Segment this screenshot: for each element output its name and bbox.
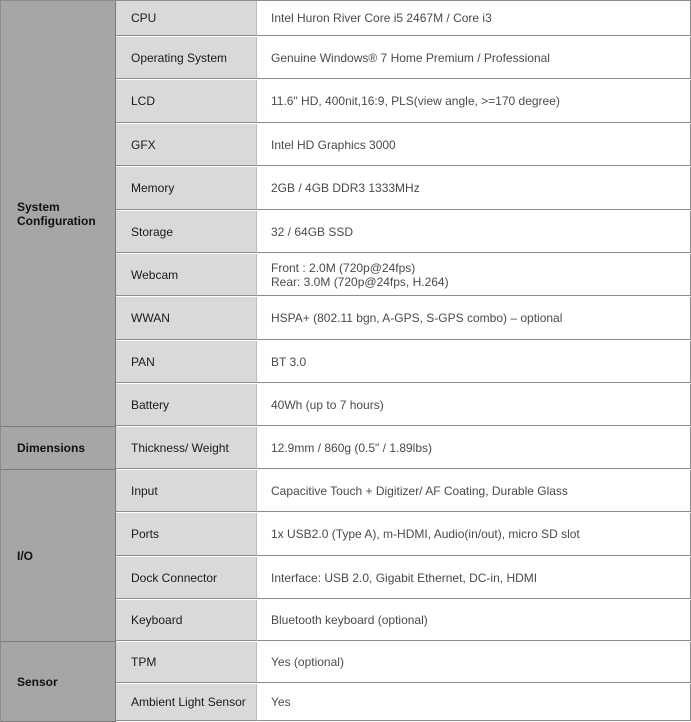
- spec-label: TPM: [116, 642, 257, 683]
- spec-value: Yes: [257, 684, 691, 721]
- spec-label: CPU: [116, 1, 257, 36]
- category-label: System Configuration: [17, 199, 96, 228]
- spec-value: 32 / 64GB SSD: [257, 211, 691, 253]
- spec-label: Operating System: [116, 37, 257, 79]
- spec-row-webcam: [116, 254, 691, 297]
- spec-label: LCD: [116, 80, 257, 123]
- category-system-configuration: [1, 1, 116, 427]
- category-label: I/O: [17, 548, 34, 563]
- spec-row-lcd: [116, 80, 691, 124]
- spec-row-operating-system: [116, 37, 691, 80]
- spec-value: Yes (optional): [257, 642, 691, 683]
- spec-label: WWAN: [116, 297, 257, 340]
- spec-row-battery: [116, 384, 691, 427]
- spec-value: Bluetooth keyboard (optional): [257, 600, 691, 641]
- spec-label: Memory: [116, 167, 257, 210]
- spec-row-wwan: [116, 297, 691, 341]
- spec-value: HSPA+ (802.11 bgn, A-GPS, S-GPS combo) – optional: [257, 297, 691, 340]
- spec-label: Dock Connector: [116, 557, 257, 599]
- category-label: Sensor: [17, 674, 58, 689]
- spec-label: Battery: [116, 384, 257, 426]
- spec-value: Genuine Windows® 7 Home Premium / Professional: [257, 37, 691, 79]
- category-column: [1, 1, 116, 722]
- spec-row-pan: [116, 341, 691, 384]
- spec-value: 2GB / 4GB DDR3 1333MHz: [257, 167, 691, 210]
- spec-label: Thickness/ Weight: [116, 427, 257, 469]
- spec-value: Capacitive Touch + Digitizer/ AF Coating, Durable Glass: [257, 470, 691, 512]
- spec-label: Input: [116, 470, 257, 512]
- spec-row-cpu: [116, 1, 691, 37]
- spec-value: Interface: USB 2.0, Gigabit Ethernet, DC-in, HDMI: [257, 557, 691, 599]
- spec-row-ambient-light-sensor: [116, 684, 691, 722]
- spec-value: BT 3.0: [257, 341, 691, 383]
- category-io: [1, 470, 116, 642]
- spec-row-gfx: [116, 124, 691, 167]
- spec-row-tpm: [116, 642, 691, 684]
- spec-value: 11.6" HD, 400nit,16:9, PLS(view angle, >=170 degree): [257, 80, 691, 123]
- spec-value: Front : 2.0M (720p@24fps) Rear: 3.0M (720p@24fps, H.264): [257, 254, 691, 296]
- spec-value: Intel HD Graphics 3000: [257, 124, 691, 166]
- spec-row-memory: [116, 167, 691, 211]
- spec-row-input: [116, 470, 691, 513]
- spec-label: GFX: [116, 124, 257, 166]
- spec-value: 12.9mm / 860g (0.5" / 1.89lbs): [257, 427, 691, 469]
- spec-row-thickness-weight: [116, 427, 691, 470]
- spec-row-keyboard: [116, 600, 691, 642]
- category-label: Dimensions: [17, 441, 86, 455]
- category-sensor: [1, 642, 116, 722]
- spec-row-dock-connector: [116, 557, 691, 600]
- spec-label: PAN: [116, 341, 257, 383]
- spec-value: Intel Huron River Core i5 2467M / Core i3: [257, 1, 691, 36]
- spec-value: 1x USB2.0 (Type A), m-HDMI, Audio(in/out), micro SD slot: [257, 513, 691, 556]
- spec-label: Ports: [116, 513, 257, 556]
- spec-label: Storage: [116, 211, 257, 253]
- spec-label: Keyboard: [116, 600, 257, 641]
- spec-row-ports: [116, 513, 691, 557]
- spec-row-storage: [116, 211, 691, 254]
- category-dimensions: [1, 427, 116, 470]
- spec-value: 40Wh (up to 7 hours): [257, 384, 691, 426]
- spec-label: Webcam: [116, 254, 257, 296]
- spec-label: Ambient Light Sensor: [116, 684, 257, 721]
